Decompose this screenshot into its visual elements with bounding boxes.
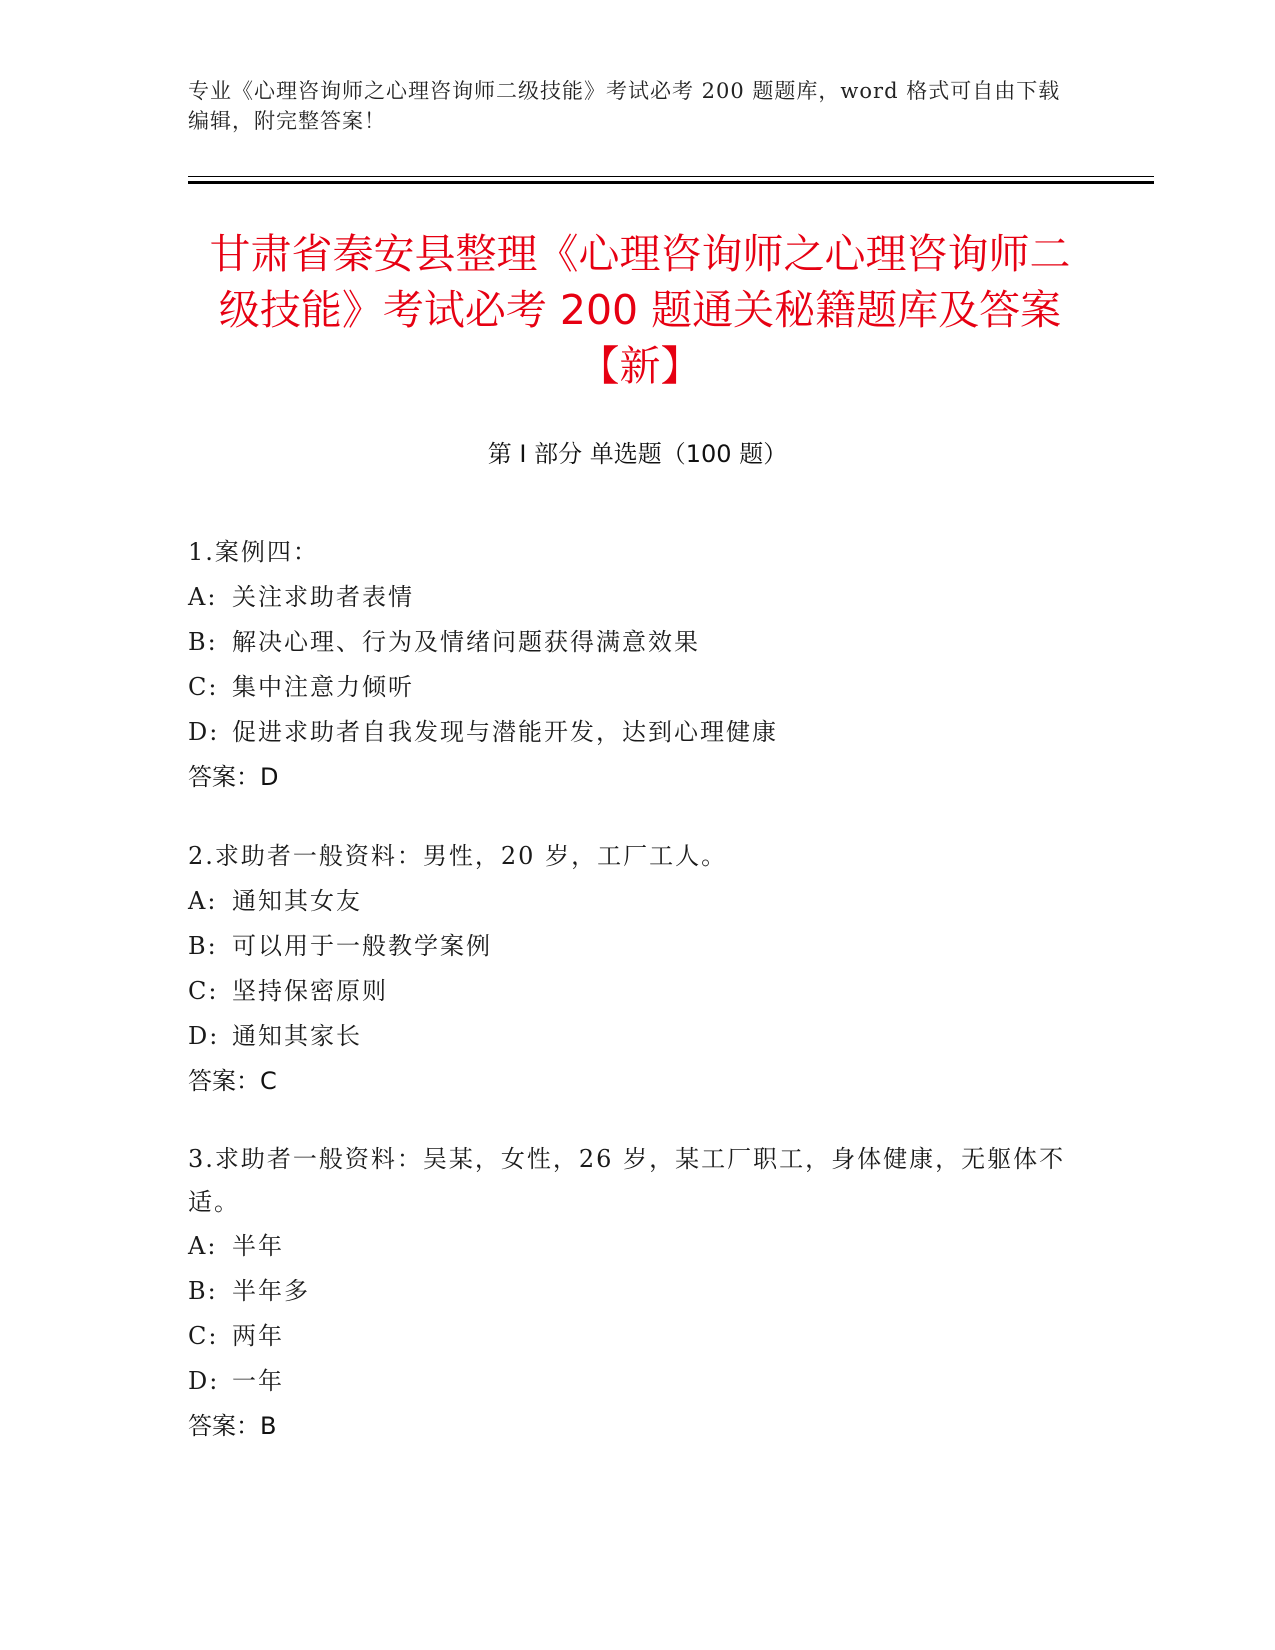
answer-line: 答案：C [188,1067,277,1095]
option-key: D: [188,1022,220,1050]
option-text: 解决心理、行为及情绪问题获得满意效果 [232,628,700,656]
option-text: 关注求助者表情 [232,583,414,611]
option-key: C: [188,1322,219,1350]
option-text: 一年 [232,1367,284,1395]
option-text: 促进求助者自我发现与潜能开发，达到心理健康 [232,718,778,746]
option-c [188,1314,1068,1359]
option-text: 集中注意力倾听 [232,673,414,701]
question-stem: 1.案例四： [188,538,319,566]
option-key: D: [188,718,220,746]
option-text: 两年 [232,1322,284,1350]
option-b [188,1269,1068,1314]
option-key: A: [188,583,218,611]
question-stem: 2.求助者一般资料：男性，20 岁，工厂工人。 [188,842,728,870]
option-key: B: [188,932,218,960]
option-a [188,879,1068,924]
option-text: 半年 [232,1232,284,1260]
option-text: 半年多 [232,1277,310,1305]
option-c [188,665,1068,710]
document-title: 甘肃省秦安县整理《心理咨询师之心理咨询师二级技能》考试必考 200 题通关秘籍题库及答案【新】 [209,230,1071,390]
question-stem: 3.求助者一般资料：吴某，女性，26 岁，某工厂职工，身体健康，无躯体不适。 [188,1145,1066,1216]
option-key: D: [188,1367,220,1395]
option-b [188,620,1068,665]
answer-line: 答案：D [188,763,279,791]
option-key: C: [188,977,219,1005]
section-title: 第 I 部分 单选题（100 题） [487,440,788,468]
option-a [188,1224,1068,1269]
option-b [188,924,1068,969]
header-note: 专业《心理咨询师之心理咨询师二级技能》考试必考 200 题题库，word 格式可自由下载编辑，附完整答案！ [188,79,1061,133]
answer-line: 答案：B [188,1412,277,1440]
option-key: C: [188,673,219,701]
option-text: 通知其女友 [232,887,362,915]
header-divider-thick [188,181,1154,184]
option-key: B: [188,628,218,656]
option-key: B: [188,1277,218,1305]
option-d [188,1014,1068,1059]
option-c [188,969,1068,1014]
question-item [188,530,1068,800]
question-item [188,1138,1068,1449]
question-list [188,530,1068,1483]
question-item [188,834,1068,1104]
option-d [188,710,1068,755]
header-divider-thin [188,176,1154,177]
option-text: 通知其家长 [232,1022,362,1050]
option-text: 可以用于一般教学案例 [232,932,492,960]
option-d [188,1359,1068,1404]
option-text: 坚持保密原则 [232,977,388,1005]
option-a [188,575,1068,620]
option-key: A: [188,887,218,915]
option-key: A: [188,1232,218,1260]
